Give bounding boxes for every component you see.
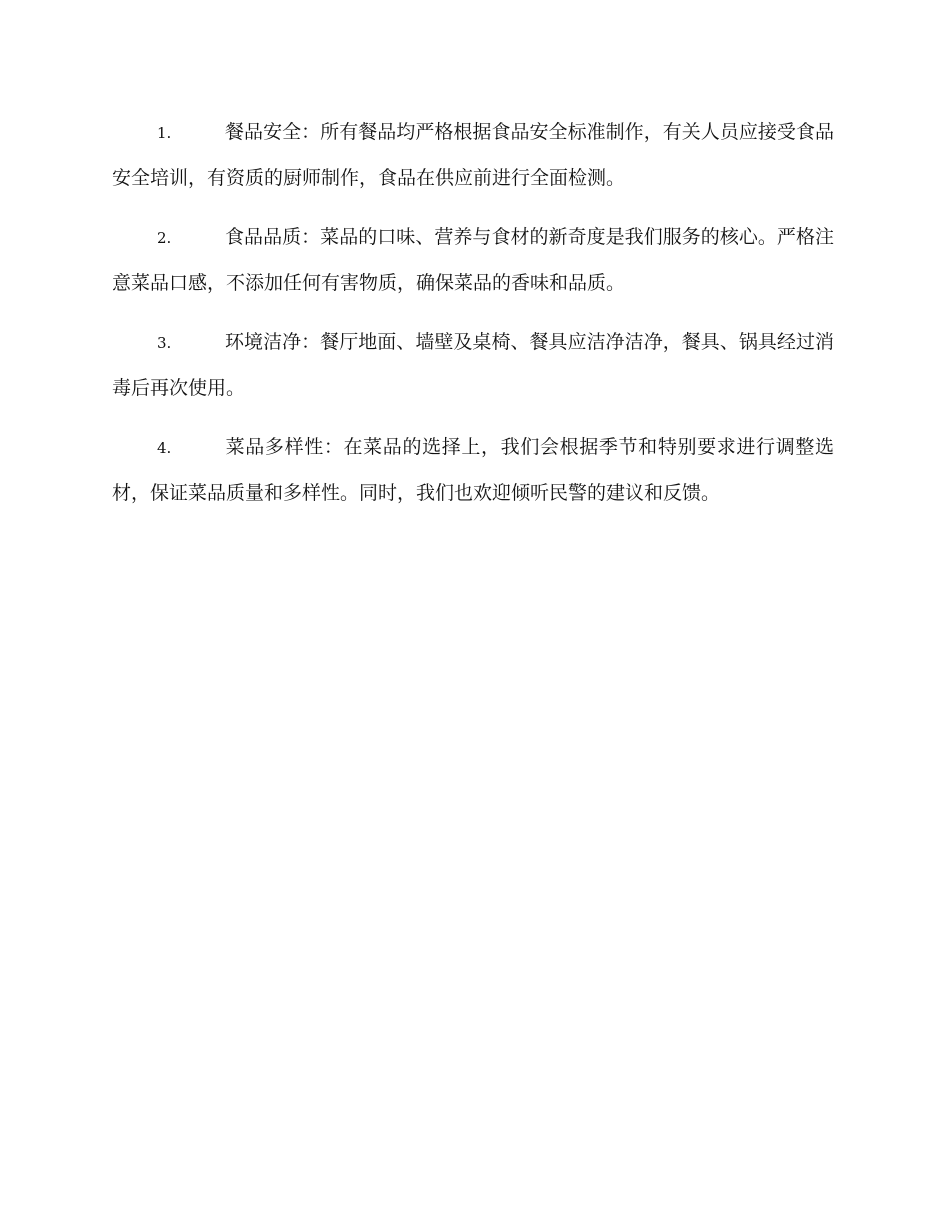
list-item-text: 菜品多样性：在菜品的选择上，我们会根据季节和特别要求进行调整选材，保证菜品质量和多样性。同时，我们也欢迎倾听民警的建议和反馈。 (112, 436, 834, 504)
list-item (112, 320, 834, 411)
list-item (112, 110, 834, 201)
list-item-number: 2. (157, 229, 172, 247)
list-item-text: 环境洁净：餐厅地面、墙壁及桌椅、餐具应洁净洁净，餐具、锅具经过消毒后再次使用。 (112, 331, 834, 399)
numbered-list (112, 110, 834, 530)
list-item (112, 425, 834, 516)
list-item-text: 餐品安全：所有餐品均严格根据食品安全标准制作，有关人员应接受食品安全培训，有资质的厨师制作，食品在供应前进行全面检测。 (112, 121, 834, 189)
list-item (112, 215, 834, 306)
list-item-number: 3. (157, 334, 172, 352)
list-item-number: 1. (157, 124, 172, 142)
list-item-text: 食品品质：菜品的口味、营养与食材的新奇度是我们服务的核心。严格注意菜品口感，不添加任何有害物质，确保菜品的香味和品质。 (112, 226, 834, 294)
list-item-number: 4. (157, 439, 172, 457)
